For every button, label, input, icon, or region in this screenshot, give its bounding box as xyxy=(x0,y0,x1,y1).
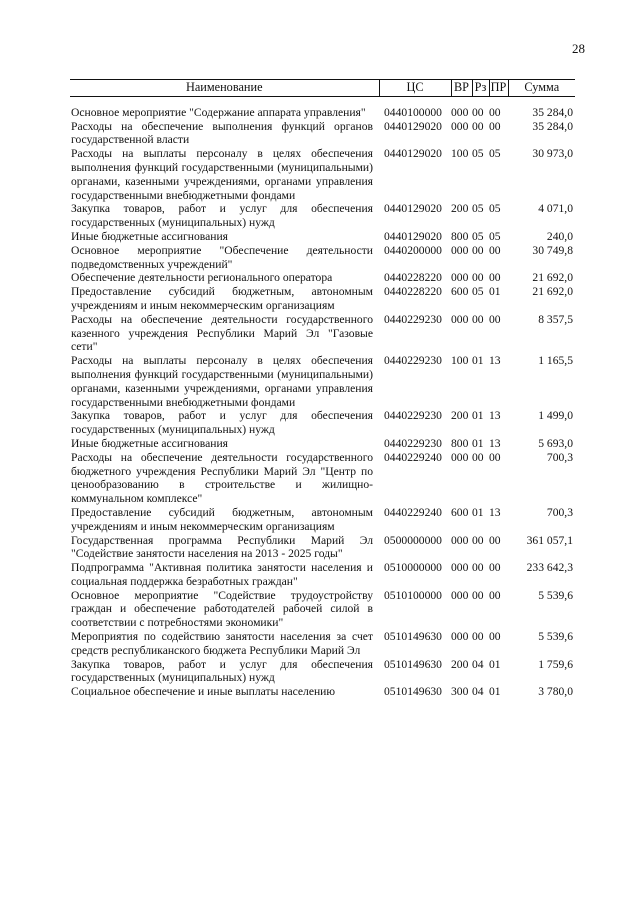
table-row xyxy=(70,120,575,148)
cell-cs: 0440129020 xyxy=(384,147,442,161)
cell-vr: 000 xyxy=(451,119,469,133)
cell-pr: 13 xyxy=(489,354,501,368)
cell-cs: 0440200000 xyxy=(384,243,442,257)
cell-vr: 600 xyxy=(451,505,469,519)
cell-rz: 05 xyxy=(472,147,484,161)
cell-vr: 000 xyxy=(451,450,469,464)
cell-sum: 30 749,8 xyxy=(532,243,573,257)
cell-cs: 0440129020 xyxy=(384,119,442,133)
cell-pr: 01 xyxy=(489,285,501,299)
cell-name: Основное мероприятие "Содержание аппарата управления" xyxy=(71,105,366,119)
cell-vr: 200 xyxy=(451,409,469,423)
cell-pr: 13 xyxy=(489,505,501,519)
cell-rz: 05 xyxy=(472,229,484,243)
cell-name: Расходы на выплаты персоналу в целях обеспечения выполнения функций государственными (муниципальными) органами, казенными учреждениями, органами управления государственными внебюджетными фондами xyxy=(71,354,373,409)
cell-cs: 0500000000 xyxy=(384,533,442,547)
cell-rz: 00 xyxy=(472,105,484,119)
cell-pr: 00 xyxy=(489,105,501,119)
cell-sum: 35 284,0 xyxy=(532,119,573,133)
cell-name: Расходы на обеспечение деятельности государственного бюджетного учреждения Республики Марий Эл "Центр по ценообразованию в строительстве и жилищно-коммунальном комплексе" xyxy=(71,450,373,506)
table-row xyxy=(70,271,575,285)
cell-vr: 100 xyxy=(451,147,469,161)
cell-pr: 00 xyxy=(489,561,501,575)
cell-cs: 0440229230 xyxy=(384,354,442,368)
cell-sum: 4 071,0 xyxy=(538,202,573,216)
cell-sum: 361 057,1 xyxy=(526,533,573,547)
cell-name: Расходы на обеспечение выполнения функций органов государственной власти xyxy=(71,119,373,147)
cell-pr: 05 xyxy=(489,147,501,161)
table-row xyxy=(70,244,575,272)
header-pr: ПР xyxy=(489,80,508,97)
cell-rz: 00 xyxy=(472,119,484,133)
cell-name: Закупка товаров, работ и услуг для обеспечения государственных (муниципальных) нужд xyxy=(71,409,373,437)
cell-pr: 00 xyxy=(489,119,501,133)
table-row xyxy=(70,658,575,686)
cell-name: Иные бюджетные ассигнования xyxy=(71,436,228,450)
table-row xyxy=(70,202,575,230)
cell-rz: 01 xyxy=(472,354,484,368)
cell-sum: 700,3 xyxy=(546,505,573,519)
cell-pr: 05 xyxy=(489,202,501,216)
cell-sum: 5 693,0 xyxy=(538,436,573,450)
cell-rz: 00 xyxy=(472,588,484,602)
cell-cs: 0440229240 xyxy=(384,450,442,464)
cell-cs: 0440229230 xyxy=(384,409,442,423)
cell-pr: 00 xyxy=(489,630,501,644)
cell-name: Расходы на выплаты персоналу в целях обеспечения выполнения функций государственными (муниципальными) органами, казенными учреждениями, органами управления государственными внебюджетными фондами xyxy=(71,147,373,202)
header-cs: ЦС xyxy=(379,80,451,97)
header-sum: Сумма xyxy=(508,80,575,97)
cell-pr: 01 xyxy=(489,657,501,671)
cell-cs: 0510100000 xyxy=(384,588,442,602)
cell-pr: 05 xyxy=(489,229,501,243)
cell-name: Мероприятия по содействию занятости населения за счет средств республиканского бюджета Республики Марий Эл xyxy=(71,630,373,657)
cell-sum: 30 973,0 xyxy=(532,147,573,161)
cell-cs: 0440129020 xyxy=(384,202,442,216)
cell-cs: 0440100000 xyxy=(384,105,442,119)
cell-pr: 00 xyxy=(489,271,501,285)
cell-sum: 1 759,6 xyxy=(538,657,573,671)
cell-rz: 01 xyxy=(472,436,484,450)
table-row xyxy=(70,147,575,202)
cell-name: Предоставление субсидий бюджетным, автономным учреждениям и иным некоммерческим организациям xyxy=(71,285,373,312)
cell-pr: 01 xyxy=(489,685,501,699)
cell-cs: 0440229230 xyxy=(384,312,442,326)
cell-name: Закупка товаров, работ и услуг для обеспечения государственных (муниципальных) нужд xyxy=(71,657,373,685)
cell-cs: 0440129020 xyxy=(384,229,442,243)
cell-rz: 04 xyxy=(472,657,484,671)
table-row xyxy=(70,285,575,313)
cell-sum: 1 499,0 xyxy=(538,409,573,423)
cell-pr: 00 xyxy=(489,243,501,257)
cell-rz: 00 xyxy=(472,271,484,285)
cell-name: Закупка товаров, работ и услуг для обеспечения государственных (муниципальных) нужд xyxy=(71,202,373,230)
cell-rz: 01 xyxy=(472,409,484,423)
cell-rz: 00 xyxy=(472,561,484,575)
cell-pr: 00 xyxy=(489,533,501,547)
table-row xyxy=(70,354,575,409)
table-row xyxy=(70,437,575,451)
cell-vr: 300 xyxy=(451,685,469,699)
table-row xyxy=(70,230,575,244)
cell-sum: 5 539,6 xyxy=(538,630,573,644)
cell-rz: 00 xyxy=(472,450,484,464)
cell-cs: 0510149630 xyxy=(384,657,442,671)
cell-name: Расходы на обеспечение деятельности государственного казенного учреждения Республики Марий Эл "Газовые сети" xyxy=(71,312,373,354)
cell-cs: 0440228220 xyxy=(384,271,442,285)
cell-name: Предоставление субсидий бюджетным, автономным учреждениям и иным некоммерческим организациям xyxy=(71,505,373,533)
cell-vr: 800 xyxy=(451,436,469,450)
table-header-row xyxy=(70,80,575,97)
table-row xyxy=(70,630,575,658)
cell-vr: 000 xyxy=(451,588,469,602)
cell-sum: 21 692,0 xyxy=(532,271,573,285)
cell-vr: 000 xyxy=(451,105,469,119)
table-row xyxy=(70,561,575,589)
cell-sum: 240,0 xyxy=(546,229,573,243)
header-vr: ВР xyxy=(451,80,472,97)
cell-vr: 000 xyxy=(451,271,469,285)
cell-name: Государственная программа Республики Марий Эл "Содействие занятости населения на 2013 - 2025 годы" xyxy=(71,533,373,561)
cell-rz: 05 xyxy=(472,285,484,299)
cell-sum: 700,3 xyxy=(546,450,573,464)
table-row xyxy=(70,685,575,699)
table-row xyxy=(70,451,575,506)
header-rz: Рз xyxy=(472,80,489,97)
cell-vr: 200 xyxy=(451,657,469,671)
cell-sum: 233 642,3 xyxy=(526,561,573,575)
cell-rz: 00 xyxy=(472,312,484,326)
table-row xyxy=(70,534,575,562)
table-row xyxy=(70,96,575,119)
cell-vr: 600 xyxy=(451,285,469,299)
cell-sum: 3 780,0 xyxy=(538,685,573,699)
table-row xyxy=(70,506,575,534)
cell-vr: 200 xyxy=(451,202,469,216)
table-row xyxy=(70,313,575,354)
cell-sum: 8 357,5 xyxy=(538,312,573,326)
cell-rz: 00 xyxy=(472,630,484,644)
cell-name: Обеспечение деятельности регионального оператора xyxy=(71,271,333,285)
cell-rz: 00 xyxy=(472,533,484,547)
cell-pr: 00 xyxy=(489,312,501,326)
cell-name: Подпрограмма "Активная политика занятости населения и социальная поддержка безработных граждан" xyxy=(71,561,373,588)
cell-sum: 35 284,0 xyxy=(532,105,573,119)
cell-rz: 00 xyxy=(472,243,484,257)
cell-cs: 0510149630 xyxy=(384,630,442,644)
cell-sum: 1 165,5 xyxy=(538,354,573,368)
cell-pr: 00 xyxy=(489,450,501,464)
cell-name: Социальное обеспечение и иные выплаты населению xyxy=(71,685,336,699)
cell-cs: 0510000000 xyxy=(384,561,442,575)
cell-pr: 13 xyxy=(489,436,501,450)
cell-cs: 0440229230 xyxy=(384,436,442,450)
cell-vr: 000 xyxy=(451,561,469,575)
cell-pr: 00 xyxy=(489,588,501,602)
table-row xyxy=(70,409,575,437)
cell-cs: 0510149630 xyxy=(384,685,442,699)
cell-vr: 000 xyxy=(451,533,469,547)
cell-vr: 000 xyxy=(451,243,469,257)
cell-rz: 05 xyxy=(472,202,484,216)
cell-cs: 0440229240 xyxy=(384,505,442,519)
cell-rz: 01 xyxy=(472,505,484,519)
table-row xyxy=(70,589,575,630)
cell-cs: 0440228220 xyxy=(384,285,442,299)
cell-vr: 000 xyxy=(451,630,469,644)
table-body xyxy=(70,96,575,699)
cell-name: Основное мероприятие "Обеспечение деятельности подведомственных учреждений" xyxy=(71,243,373,271)
cell-vr: 100 xyxy=(451,354,469,368)
cell-sum: 5 539,6 xyxy=(538,588,573,602)
cell-sum: 21 692,0 xyxy=(532,285,573,299)
cell-vr: 800 xyxy=(451,229,469,243)
cell-name: Иные бюджетные ассигнования xyxy=(71,229,228,243)
cell-vr: 000 xyxy=(451,312,469,326)
header-name: Наименование xyxy=(70,80,379,97)
cell-name: Основное мероприятие "Содействие трудоустройству граждан и обеспечение работодателей рабочей силой в соответствии с потребностями экономики" xyxy=(71,588,373,630)
cell-rz: 04 xyxy=(472,685,484,699)
page-number: 28 xyxy=(572,41,585,56)
cell-pr: 13 xyxy=(489,409,501,423)
budget-table xyxy=(70,79,575,699)
